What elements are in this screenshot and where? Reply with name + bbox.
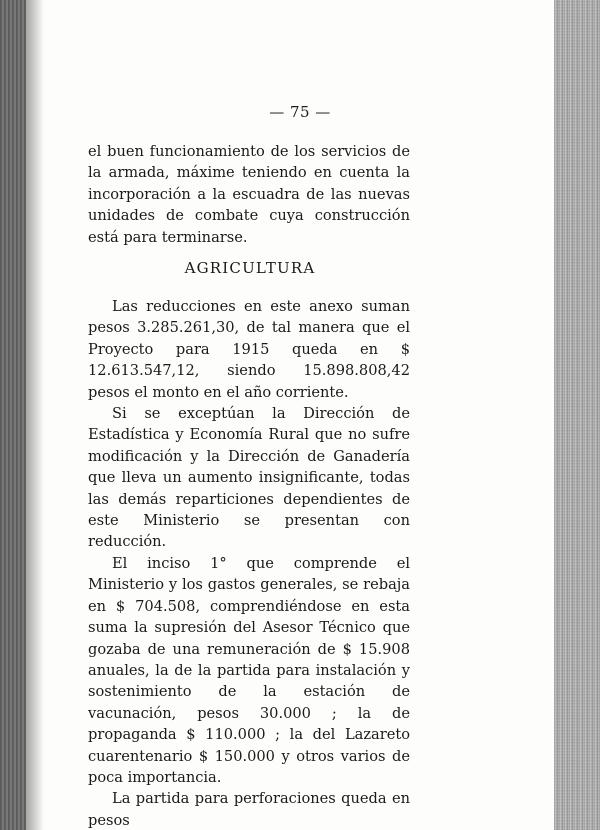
page-stack-edge	[554, 0, 600, 830]
paragraph-reductions: Las reducciones en este anexo suman pesos 3.285.261,30, de tal manera que el Proyecto para 1915 queda en $ 12.613.547,12, siendo 15.898.808,42 pesos el monto en el año corriente.	[88, 298, 410, 401]
page-number: — 75 —	[269, 103, 331, 121]
section-body	[88, 296, 410, 830]
book-binding-edge	[0, 0, 26, 830]
paragraph-perforaciones: La partida para perforaciones queda en pesos	[88, 790, 410, 829]
opening-paragraph: el buen funcionamiento de los servicios de la armada, máxime teniendo en cuenta la incorporación a la escuadra de las nuevas unidades de combate cuya construcción está para terminarse.	[88, 143, 410, 246]
opening-text-block	[88, 141, 410, 248]
binding-shadow	[26, 0, 44, 830]
section-heading: AGRICULTURA	[184, 259, 316, 277]
paragraph-inciso: El inciso 1° que comprende el Ministerio y los gastos generales, se rebaja en $ 704.508, comprendiéndose en esta suma la supresión del Asesor Técnico que gozaba de una remuneración de $ 15.908 anuales, la de la partida para instalación y sostenimiento de la estación de vacunación, pesos 30.000 ; la de propaganda $ 110.000 ; la del Lazareto cuarentenario $ 150.000 y otros varios de poca importancia.	[88, 554, 410, 786]
paragraph-exceptions: Si se exceptúan la Dirección de Estadística y Economía Rural que no sufre modificación y la Dirección de Ganadería que lleva un aumento insignificante, todas las demás reparticiones dependientes de este Ministerio se presentan con reducción.	[88, 405, 410, 551]
